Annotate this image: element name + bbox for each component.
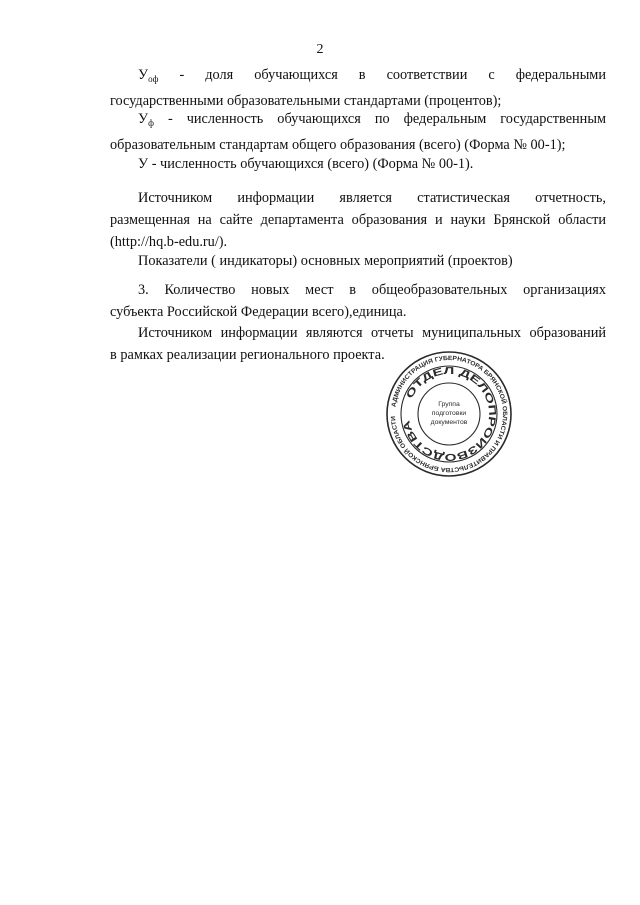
paragraph-text: - доля обучающихся в соответствии с федеральными xyxy=(158,67,606,83)
paragraph-line xyxy=(110,64,606,90)
paragraph-text: - численность обучающихся по федеральным государственным xyxy=(153,111,606,127)
paragraph-line: размещенная на сайте департамента образования и науки Брянской области xyxy=(110,212,606,228)
paragraph-line: образовательным стандартам общего образования (всего) (Форма № 00-1); xyxy=(110,137,566,153)
paragraph-count-fgos xyxy=(110,108,606,156)
page-number: 2 xyxy=(316,42,324,57)
paragraph-line: в рамках реализации регионального проекта. xyxy=(110,347,385,363)
stamp-center-line3: документов xyxy=(430,419,468,426)
formula-subscript: ф xyxy=(148,118,154,128)
paragraph-line: субъекта Российской Федерации всего),единица. xyxy=(110,304,407,320)
formula-subscript: оф xyxy=(148,74,159,84)
paragraph-line: У - численность обучающихся (всего) (Форма № 00-1). xyxy=(138,156,474,172)
paragraph-share-students xyxy=(110,64,606,112)
formula-symbol: У xyxy=(138,111,149,127)
paragraph-count-total xyxy=(110,153,606,175)
stamp-center-line2: подготовки xyxy=(431,410,467,417)
paragraph-new-places xyxy=(110,279,606,323)
stamp-inner-text: ОТДЕЛ ДЕЛОПРОИЗВОДСТВА xyxy=(402,365,498,463)
paragraph-line xyxy=(110,108,606,134)
paragraph-source-statistics xyxy=(110,187,606,253)
stamp-outer-text: АДМИНИСТРАЦИЯ ГУБЕРНАТОРА БРЯНСКОЙ ОБЛАСТИ И ПРАВИТЕЛЬСТВА БРЯНСКОЙ ОБЛАСТИ xyxy=(390,354,509,474)
formula-symbol: У xyxy=(138,67,149,83)
stamp-center-line1: Группа xyxy=(438,401,460,408)
official-stamp xyxy=(385,350,513,478)
paragraph-line: Показатели ( индикаторы) основных мероприятий (проектов) xyxy=(138,253,513,269)
paragraph-line: (http://hq.b-edu.ru/). xyxy=(110,234,228,250)
section-heading-indicators xyxy=(110,250,606,272)
paragraph-line: государственными образовательными стандартами (процентов); xyxy=(110,93,502,109)
paragraph-line: 3. Количество новых мест в общеобразовательных организациях xyxy=(138,282,606,298)
paragraph-line: Источником информации является статистическая отчетность, xyxy=(138,190,606,206)
paragraph-line: Источником информации являются отчеты муниципальных образований xyxy=(138,325,606,341)
paragraph-source-reports xyxy=(110,322,606,366)
